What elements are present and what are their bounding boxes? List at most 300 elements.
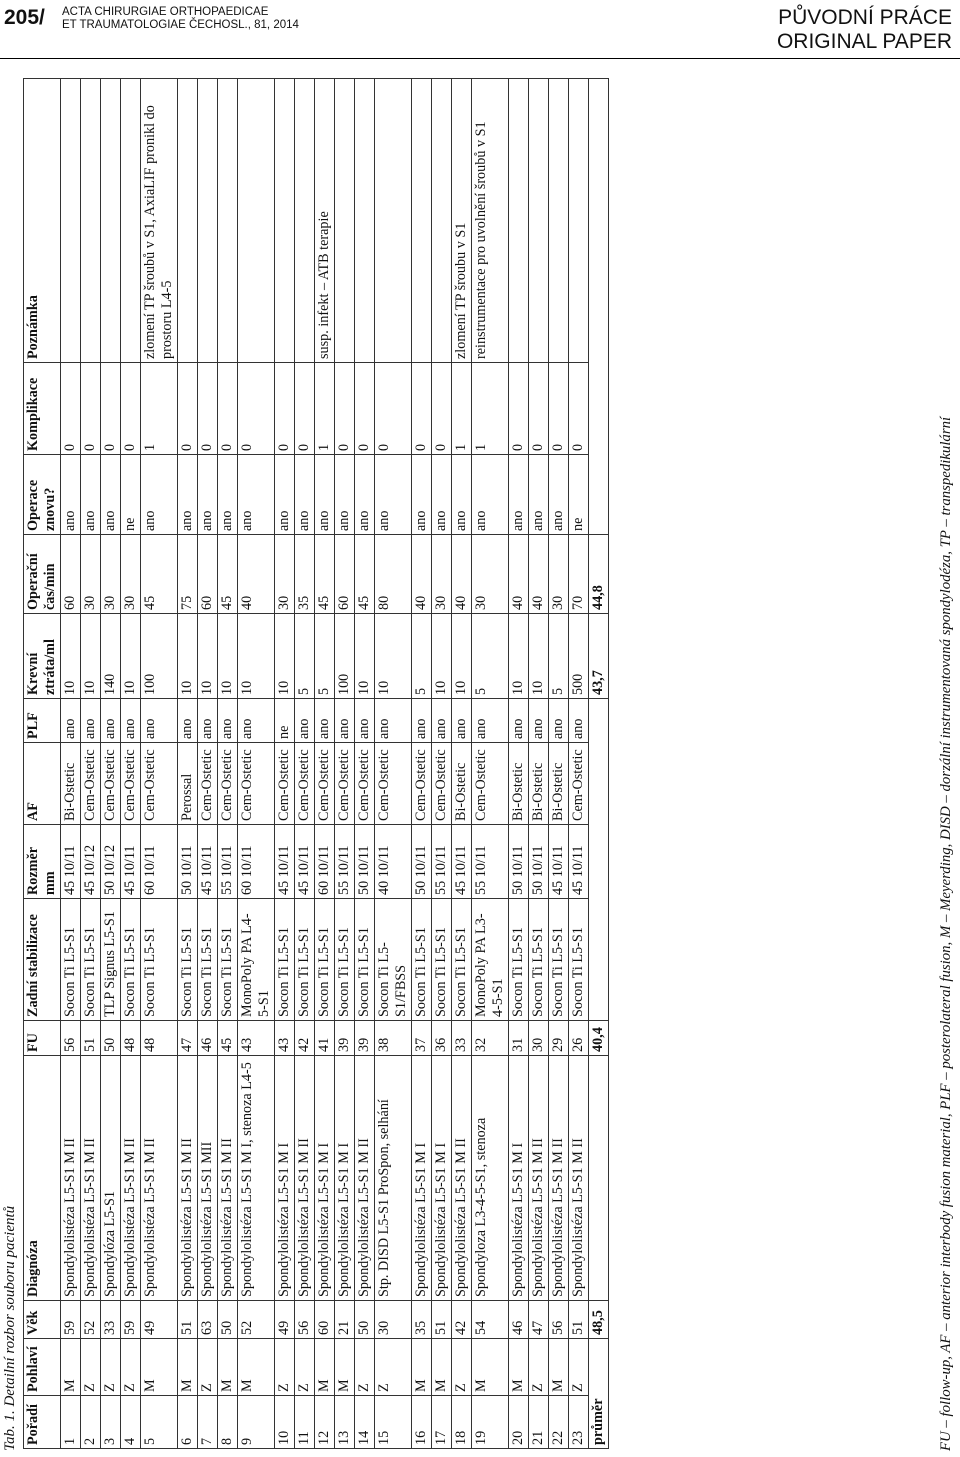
table-cell: 9	[238, 1396, 275, 1449]
table-cell: ano	[61, 455, 81, 535]
table-cell: ano	[335, 455, 355, 535]
column-header: Komplikace	[24, 363, 61, 455]
table-row	[452, 79, 472, 1449]
column-header: AF	[24, 743, 61, 825]
table-cell: Spondylolistéza L5-S1 M II	[121, 1056, 141, 1301]
table-cell: 10	[275, 1396, 295, 1449]
average-label: průměr	[589, 1339, 609, 1449]
table-cell: Spondylolistéza L5-S1 M I	[509, 1056, 529, 1301]
table-cell: Spondylolistéza L5-S1 M I, stenoza L4-5	[238, 1056, 275, 1301]
table-cell	[375, 79, 412, 363]
table-cell: MonoPoly PA L3-4-5-S1	[472, 899, 509, 1021]
table-cell: 50	[101, 1021, 121, 1056]
table-cell: Socon Ti L5-S1	[178, 899, 198, 1021]
table-cell: 0	[529, 363, 549, 455]
table-cell: Socon Ti L5-S1	[315, 899, 335, 1021]
table-cell: 60 10/11	[315, 825, 335, 899]
table-cell: 0	[549, 363, 569, 455]
table-cell: 52	[81, 1301, 101, 1339]
table-cell: 0	[509, 363, 529, 455]
table-cell: Spondylóza L5-S1	[101, 1056, 121, 1301]
table-cell: ano	[432, 699, 452, 743]
table-cell: Cem-Ostetic	[141, 743, 178, 825]
table-cell	[589, 1056, 609, 1301]
average-fu: 40,4	[589, 1021, 609, 1056]
table-cell: 10	[355, 614, 375, 699]
table-cell: M	[238, 1339, 275, 1396]
table-cell: 5	[472, 614, 509, 699]
table-cell: 49	[275, 1301, 295, 1339]
table-cell: Socon Ti L5-S1	[121, 899, 141, 1021]
table-cell: ano	[529, 699, 549, 743]
table-cell: 0	[355, 363, 375, 455]
table-cell: Z	[81, 1339, 101, 1396]
rotated-table-area	[0, 67, 960, 1457]
table-cell: 45 10/11	[275, 825, 295, 899]
table-cell: Cem-Ostetic	[335, 743, 355, 825]
table-cell: ano	[472, 455, 509, 535]
table-cell: 60 10/11	[238, 825, 275, 899]
table-cell: reinstrumentace pro uvolnění šroubů v S1	[472, 79, 509, 363]
average-operation-time: 44,8	[589, 535, 609, 614]
average-row	[589, 79, 609, 1449]
table-cell: 0	[121, 363, 141, 455]
table-cell: 50	[218, 1301, 238, 1339]
table-cell: Spondylolistéza L5-S1 M II	[452, 1056, 472, 1301]
table-cell: 30	[375, 1301, 412, 1339]
table-cell	[275, 79, 295, 363]
page-number: 205/	[4, 6, 45, 29]
table-cell: Socon Ti L5-S1	[61, 899, 81, 1021]
table-cell: Z	[275, 1339, 295, 1396]
table-cell: 60 10/11	[141, 825, 178, 899]
table-cell: 5	[412, 614, 432, 699]
table-cell	[198, 79, 218, 363]
table-body	[61, 79, 609, 1449]
table-cell: 50 10/12	[101, 825, 121, 899]
table-cell	[121, 79, 141, 363]
table-cell: 0	[238, 363, 275, 455]
table-cell: Cem-Ostetic	[121, 743, 141, 825]
table-cell: 51	[178, 1301, 198, 1339]
table-cell	[529, 79, 549, 363]
table-cell: Spondylolistéza L5-S1 M II	[355, 1056, 375, 1301]
section-line-1: PŮVODNÍ PRÁCE	[778, 6, 952, 29]
table-cell: ano	[218, 699, 238, 743]
table-cell: ano	[121, 699, 141, 743]
table-cell: 45	[355, 535, 375, 614]
table-row	[472, 79, 509, 1449]
table-cell: 13	[335, 1396, 355, 1449]
table-cell: 40	[238, 535, 275, 614]
table-cell: 40	[412, 535, 432, 614]
table-cell: M	[549, 1339, 569, 1396]
table-cell: 56	[61, 1021, 81, 1056]
table-cell: Cem-Ostetic	[275, 743, 295, 825]
table-cell: ano	[452, 455, 472, 535]
table-cell: 52	[238, 1301, 275, 1339]
table-cell: 0	[101, 363, 121, 455]
table-cell	[355, 79, 375, 363]
table-cell: 45 10/11	[452, 825, 472, 899]
table-cell: 17	[432, 1396, 452, 1449]
table-cell: susp. infekt – ATB terapie	[315, 79, 335, 363]
table-cell: 30	[275, 535, 295, 614]
table-cell: 40 10/11	[375, 825, 412, 899]
table-cell: 14	[355, 1396, 375, 1449]
table-cell: 5	[295, 614, 315, 699]
table-cell: 10	[218, 614, 238, 699]
table-cell: ano	[549, 699, 569, 743]
table-cell: 100	[141, 614, 178, 699]
table-cell: 18	[452, 1396, 472, 1449]
table-cell: 45 10/12	[81, 825, 101, 899]
table-cell: Socon Ti L5-S1	[198, 899, 218, 1021]
table-cell	[218, 79, 238, 363]
table-cell: Spondylolistéza L5-S1 M I	[432, 1056, 452, 1301]
table-cell: 22	[549, 1396, 569, 1449]
table-cell: 10	[375, 614, 412, 699]
table-cell: 55 10/11	[432, 825, 452, 899]
table-cell: 42	[452, 1301, 472, 1339]
column-header: Pořadí	[24, 1396, 61, 1449]
table-cell: 8	[218, 1396, 238, 1449]
table-cell: 45	[315, 535, 335, 614]
table-cell: 39	[335, 1021, 355, 1056]
table-cell: 33	[452, 1021, 472, 1056]
table-cell: 45 10/11	[61, 825, 81, 899]
table-cell: 10	[121, 614, 141, 699]
table-cell: 46	[198, 1021, 218, 1056]
table-cell: Cem-Ostetic	[412, 743, 432, 825]
table-cell: 21	[529, 1396, 549, 1449]
table-cell: Cem-Ostetic	[315, 743, 335, 825]
table-cell: 30	[432, 535, 452, 614]
column-header: Rozměr mm	[24, 825, 61, 899]
patient-table	[23, 78, 609, 1449]
average-blood-loss: 43,7	[589, 614, 609, 699]
table-cell: 50 10/11	[412, 825, 432, 899]
table-cell: 6	[178, 1396, 198, 1449]
table-cell: Socon Ti L5-S1	[141, 899, 178, 1021]
table-cell: 47	[529, 1301, 549, 1339]
table-cell: Z	[529, 1339, 549, 1396]
table-cell: ano	[295, 455, 315, 535]
table-cell: 10	[238, 614, 275, 699]
table-cell: 10	[529, 614, 549, 699]
table-cell	[81, 79, 101, 363]
table-cell: 10	[178, 614, 198, 699]
table-cell: ano	[355, 455, 375, 535]
table-cell: 10	[432, 614, 452, 699]
table-cell: Z	[101, 1339, 121, 1396]
table-cell: 5	[141, 1396, 178, 1449]
table-cell: Cem-Ostetic	[432, 743, 452, 825]
table-cell: 10	[275, 614, 295, 699]
table-cell: Socon Ti L5-S1	[529, 899, 549, 1021]
table-cell: ano	[315, 455, 335, 535]
table-cell: Spondylolistéza L5-S1 M II	[218, 1056, 238, 1301]
table-cell: Spondylolistéza L5-S1 M II	[569, 1056, 589, 1301]
table-cell: 59	[121, 1301, 141, 1339]
table-cell: 45 10/11	[198, 825, 218, 899]
table-row	[218, 79, 238, 1449]
table-cell: ano	[432, 455, 452, 535]
table-cell: 60	[335, 535, 355, 614]
table-cell: Stp. DISD L5-S1 ProSpon, selhání	[375, 1056, 412, 1301]
table-cell	[101, 79, 121, 363]
table-cell: ano	[452, 699, 472, 743]
table-cell: ano	[238, 455, 275, 535]
table-cell: Cem-Ostetic	[81, 743, 101, 825]
table-cell: 30	[101, 535, 121, 614]
table-cell	[238, 79, 275, 363]
table-cell: 23	[569, 1396, 589, 1449]
table-cell: 56	[549, 1301, 569, 1339]
table-cell: Z	[375, 1339, 412, 1396]
table-cell	[295, 79, 315, 363]
table-cell: Socon Ti L5-S1	[452, 899, 472, 1021]
table-cell: Cem-Ostetic	[295, 743, 315, 825]
table-cell: 2	[81, 1396, 101, 1449]
table-cell: Spondylolistéza L5-S1 M I	[275, 1056, 295, 1301]
table-cell	[335, 79, 355, 363]
table-cell: 1	[61, 1396, 81, 1449]
table-cell: 42	[295, 1021, 315, 1056]
table-row	[335, 79, 355, 1449]
table-cell: 54	[472, 1301, 509, 1339]
table-cell: 40	[452, 535, 472, 614]
table-cell: 3	[101, 1396, 121, 1449]
table-cell: Socon Ti L5-S1	[569, 899, 589, 1021]
table-cell: ano	[472, 699, 509, 743]
table-cell: 1	[472, 363, 509, 455]
table-cell: Socon Ti L5-S1	[275, 899, 295, 1021]
column-header: Operace znovu?	[24, 455, 61, 535]
table-cell: Socon Ti L5-S1	[295, 899, 315, 1021]
table-cell: 60	[315, 1301, 335, 1339]
table-cell: 21	[335, 1301, 355, 1339]
table-cell	[178, 79, 198, 363]
column-header: Poznámka	[24, 79, 61, 363]
table-cell: ano	[355, 699, 375, 743]
table-cell: 15	[375, 1396, 412, 1449]
table-cell: 45	[141, 535, 178, 614]
table-cell: Bi-Ostetic	[452, 743, 472, 825]
table-cell: 10	[509, 614, 529, 699]
table-cell: 0	[61, 363, 81, 455]
table-cell: ano	[141, 455, 178, 535]
table-cell: ano	[218, 455, 238, 535]
table-cell: Spondylolistéza L5-S1 M II	[61, 1056, 81, 1301]
table-cell: Spondylolistéza L5-S1 M II	[141, 1056, 178, 1301]
table-cell: 29	[549, 1021, 569, 1056]
table-cell: ano	[81, 455, 101, 535]
table-cell: ano	[412, 699, 432, 743]
table-cell: 39	[355, 1021, 375, 1056]
table-cell: Cem-Ostetic	[355, 743, 375, 825]
table-cell: 49	[141, 1301, 178, 1339]
table-row	[275, 79, 295, 1449]
table-cell: 0	[412, 363, 432, 455]
table-cell: Bi-Ostetic	[509, 743, 529, 825]
table-cell: ano	[61, 699, 81, 743]
table-cell: 1	[315, 363, 335, 455]
table-cell: 59	[61, 1301, 81, 1339]
table-cell: 70	[569, 535, 589, 614]
table-cell: 0	[335, 363, 355, 455]
table-cell: M	[218, 1339, 238, 1396]
table-row	[549, 79, 569, 1449]
table-cell: 63	[198, 1301, 218, 1339]
table-row	[509, 79, 529, 1449]
header-rule	[0, 58, 960, 59]
table-cell: M	[178, 1339, 198, 1396]
table-cell: Z	[569, 1339, 589, 1396]
table-cell	[589, 79, 609, 535]
table-cell: 0	[295, 363, 315, 455]
table-cell: 11	[295, 1396, 315, 1449]
table-row	[412, 79, 432, 1449]
table-cell: Bi-Ostetic	[529, 743, 549, 825]
table-cell: ano	[375, 455, 412, 535]
table-cell: 45 10/11	[549, 825, 569, 899]
table-cell: Spondylolistéza L5-S1 M I	[315, 1056, 335, 1301]
table-cell: 75	[178, 535, 198, 614]
table-cell: 4	[121, 1396, 141, 1449]
table-cell: 0	[569, 363, 589, 455]
table-cell: 0	[275, 363, 295, 455]
table-cell: ano	[509, 455, 529, 535]
table-cell: 20	[509, 1396, 529, 1449]
table-cell: zlomení TP šroubu v S1	[452, 79, 472, 363]
table-cell: Cem-Ostetic	[569, 743, 589, 825]
table-cell: 45	[218, 535, 238, 614]
table-cell: 47	[178, 1021, 198, 1056]
table-row	[198, 79, 218, 1449]
table-cell: 35	[412, 1301, 432, 1339]
table-cell: ano	[549, 455, 569, 535]
table-cell: 48	[141, 1021, 178, 1056]
table-cell: M	[141, 1339, 178, 1396]
table-cell: 31	[509, 1021, 529, 1056]
table-cell: 0	[218, 363, 238, 455]
table-cell: ano	[198, 455, 218, 535]
table-cell: 12	[315, 1396, 335, 1449]
table-cell: 48	[121, 1021, 141, 1056]
table-cell: 32	[472, 1021, 509, 1056]
table-cell: 38	[375, 1021, 412, 1056]
table-cell: Cem-Ostetic	[198, 743, 218, 825]
average-age: 48,5	[589, 1301, 609, 1339]
table-cell: 0	[375, 363, 412, 455]
table-cell: Spondylolistéza L5-S1 M II	[549, 1056, 569, 1301]
table-cell: Cem-Ostetic	[375, 743, 412, 825]
table-cell: 0	[178, 363, 198, 455]
table-cell: 55 10/11	[472, 825, 509, 899]
column-header: FU	[24, 1021, 61, 1056]
table-cell: 56	[295, 1301, 315, 1339]
table-cell: ano	[375, 699, 412, 743]
table-cell: M	[432, 1339, 452, 1396]
table-cell: 0	[432, 363, 452, 455]
table-cell: 10	[81, 614, 101, 699]
table-cell: Spondyloza L3-4-5-S1, stenoza	[472, 1056, 509, 1301]
table-cell: Bi-Ostetic	[61, 743, 81, 825]
table-cell: ano	[101, 699, 121, 743]
table-cell: ano	[275, 455, 295, 535]
table-cell: 19	[472, 1396, 509, 1449]
table-cell: 37	[412, 1021, 432, 1056]
table-cell: 45 10/11	[121, 825, 141, 899]
table-cell: ne	[569, 455, 589, 535]
table-row	[61, 79, 81, 1449]
table-cell: Cem-Ostetic	[472, 743, 509, 825]
table-cell: 7	[198, 1396, 218, 1449]
table-cell: 30	[549, 535, 569, 614]
table-cell: 50 10/11	[529, 825, 549, 899]
table-cell: Cem-Ostetic	[101, 743, 121, 825]
table-cell: ano	[569, 699, 589, 743]
table-cell: ano	[315, 699, 335, 743]
table-cell	[61, 79, 81, 363]
table-cell: ano	[101, 455, 121, 535]
table-cell: ano	[412, 455, 432, 535]
table-cell: ano	[529, 455, 549, 535]
table-row	[141, 79, 178, 1449]
table-cell: 50 10/11	[355, 825, 375, 899]
table-cell: M	[61, 1339, 81, 1396]
table-row	[569, 79, 589, 1449]
table-cell	[509, 79, 529, 363]
table-cell: ano	[335, 699, 355, 743]
column-header: PLF	[24, 699, 61, 743]
table-cell: 30	[472, 535, 509, 614]
column-header: Věk	[24, 1301, 61, 1339]
table-cell: Z	[452, 1339, 472, 1396]
table-cell: Socon Ti L5-S1	[335, 899, 355, 1021]
table-cell: 0	[81, 363, 101, 455]
table-cell: Spondylolistéza L5-S1 M II	[178, 1056, 198, 1301]
table-cell: Spondylolistéza L5-S1 MII	[198, 1056, 218, 1301]
table-cell: Z	[121, 1339, 141, 1396]
table-cell: 50	[355, 1301, 375, 1339]
table-cell: M	[335, 1339, 355, 1396]
table-row	[238, 79, 275, 1449]
column-header: Operační čas/min	[24, 535, 61, 614]
journal-line-1: ACTA CHIRURGIAE ORTHOPAEDICAE	[62, 6, 269, 18]
table-cell: 0	[198, 363, 218, 455]
table-cell: Socon Ti L5-S1	[218, 899, 238, 1021]
table-cell: Perossal	[178, 743, 198, 825]
table-cell: 5	[549, 614, 569, 699]
table-cell: Cem-Ostetic	[218, 743, 238, 825]
column-header: Diagnóza	[24, 1056, 61, 1301]
table-cell	[432, 79, 452, 363]
table-cell: 60	[198, 535, 218, 614]
column-header: Pohlaví	[24, 1339, 61, 1396]
table-cell: Socon Ti L5-S1	[412, 899, 432, 1021]
table-row	[101, 79, 121, 1449]
table-cell: M	[509, 1339, 529, 1396]
table-row	[295, 79, 315, 1449]
table-cell: 55 10/11	[335, 825, 355, 899]
table-cell: Spondylolistéza L5-S1 M II	[81, 1056, 101, 1301]
table-cell: 43	[238, 1021, 275, 1056]
table-cell: 500	[569, 614, 589, 699]
page-header	[0, 0, 960, 58]
table-cell: 80	[375, 535, 412, 614]
